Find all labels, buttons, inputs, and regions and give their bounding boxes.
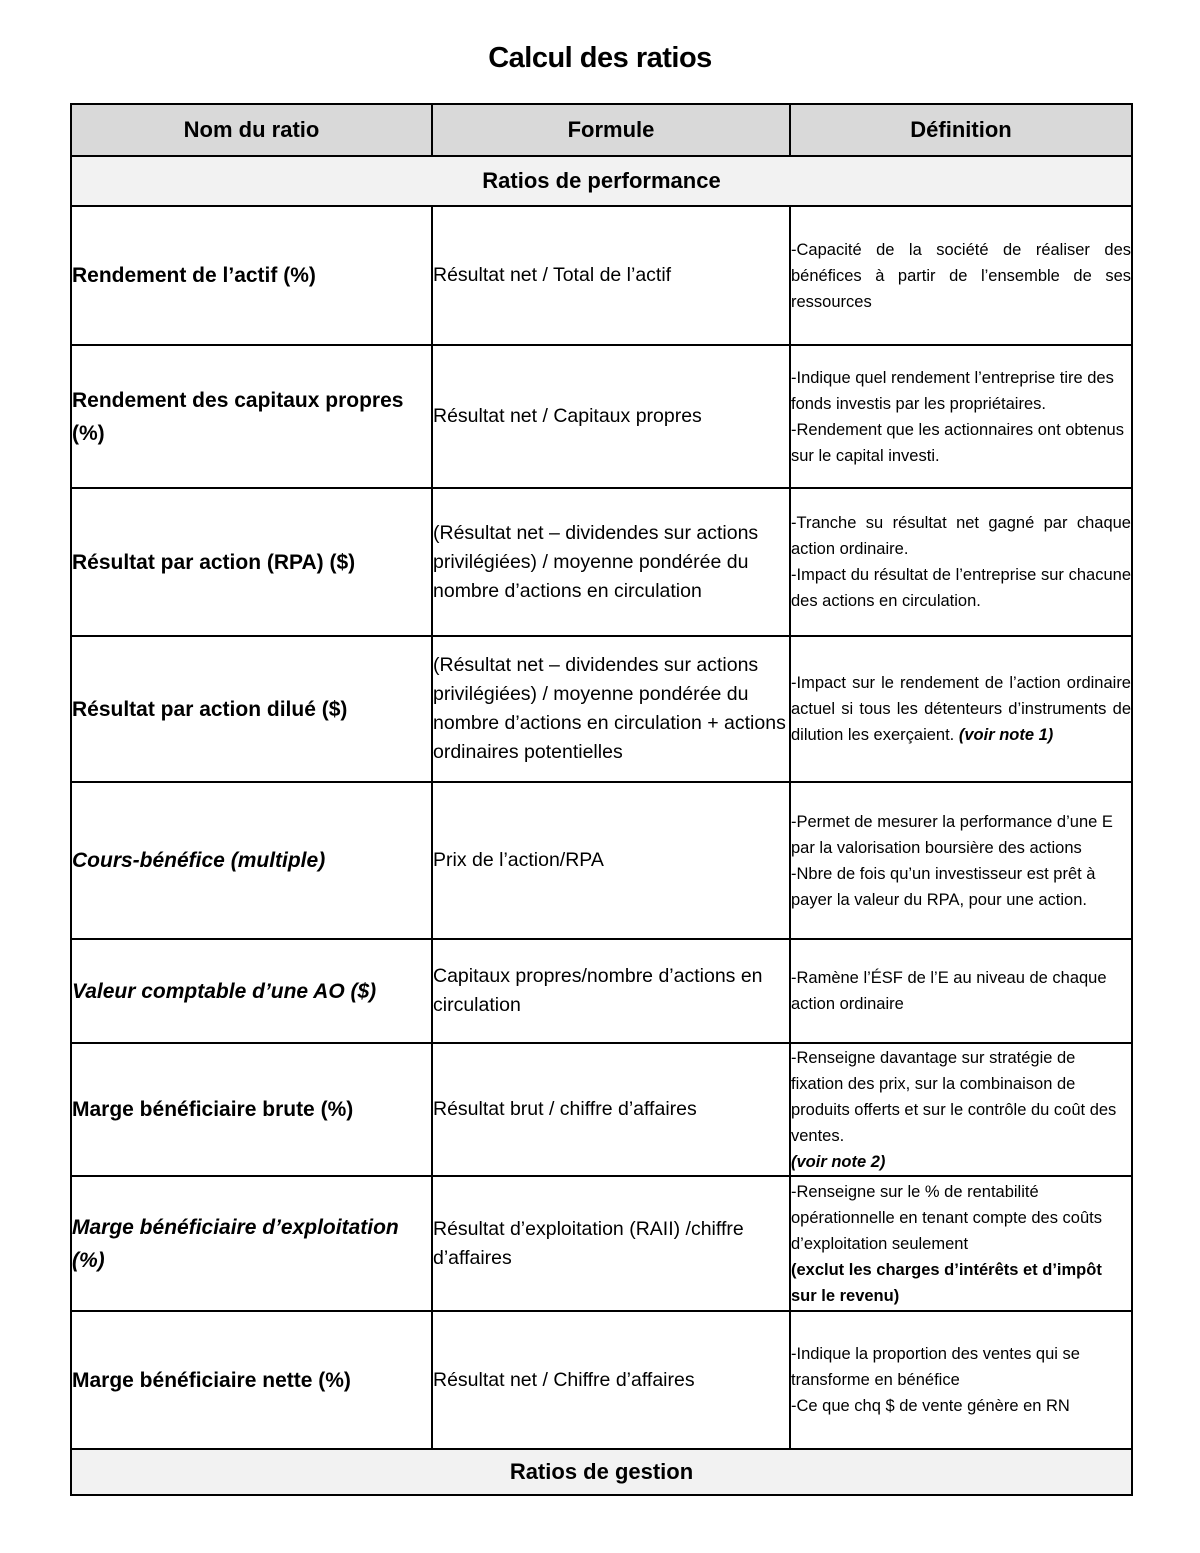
ratio-formula: (Résultat net – dividendes sur actions privilégiées) / moyenne pondérée du nombre d’actions en circulation + actions ordinaires potentielles [432,636,790,782]
section-title-gestion: Ratios de gestion [71,1449,1132,1495]
ratio-name: Cours-bénéfice (multiple) [71,782,432,939]
ratio-definition [790,206,1132,345]
definition-line: -Capacité de la société de réaliser des bénéfices à partir de l’ensemble de ses ressources [791,240,1131,311]
definition-line: -Indique quel rendement l’entreprise tire des fonds investis par les propriétaires. [791,368,1114,413]
ratio-name: Valeur comptable d’une AO ($) [71,939,432,1043]
table-row [71,782,1132,939]
section-row-performance [71,156,1132,206]
ratio-formula: Résultat net / Capitaux propres [432,345,790,488]
ratio-definition [790,1176,1132,1311]
ratio-name: Rendement de l’actif (%) [71,206,432,345]
ratio-name: Résultat par action dilué ($) [71,636,432,782]
definition-note: (exclut les charges d’intérêts et d’impôt sur le revenu) [791,1260,1102,1305]
ratio-formula: Capitaux propres/nombre d’actions en circulation [432,939,790,1043]
ratio-name: Marge bénéficiaire nette (%) [71,1311,432,1449]
ratios-table [70,103,1133,1496]
ratio-definition [790,636,1132,782]
table-row [71,1176,1132,1311]
section-title-performance: Ratios de performance [71,156,1132,206]
definition-line: -Nbre de fois qu’un investisseur est prêt à payer la valeur du RPA, pour une action. [791,864,1096,909]
ratio-formula: Résultat net / Chiffre d’affaires [432,1311,790,1449]
definition-line: -Impact sur le rendement de l’action ordinaire actuel si tous les détenteurs d’instruments de dilution les exerçaient. [791,674,1131,744]
ratio-name: Rendement des capitaux propres (%) [71,345,432,488]
section-row-gestion [71,1449,1132,1495]
column-header-definition: Définition [790,104,1132,156]
ratio-formula: (Résultat net – dividendes sur actions privilégiées) / moyenne pondérée du nombre d’actions en circulation [432,488,790,636]
definition-line: -Renseigne sur le % de rentabilité opérationnelle en tenant compte des coûts d’exploitation seulement [791,1182,1102,1253]
ratio-formula: Résultat d’exploitation (RAII) /chiffre d’affaires [432,1176,790,1311]
definition-line: -Permet de mesurer la performance d’une E par la valorisation boursière des actions [791,812,1113,857]
definition-note: (voir note 1) [958,726,1054,744]
ratio-name: Marge bénéficiaire d’exploitation (%) [71,1176,432,1311]
definition-line: -Renseigne davantage sur stratégie de fixation des prix, sur la combinaison de produits offerts et sur le contrôle du coût des ventes. [791,1048,1117,1145]
page-title: Calcul des ratios [488,42,712,74]
ratio-definition [790,1043,1132,1176]
ratio-formula: Prix de l’action/RPA [432,782,790,939]
ratio-formula: Résultat brut / chiffre d’affaires [432,1043,790,1176]
ratio-name: Marge bénéficiaire brute (%) [71,1043,432,1176]
ratio-definition [790,1311,1132,1449]
definition-line: -Ramène l’ÉSF de l’E au niveau de chaque action ordinaire [791,969,1107,1013]
ratio-formula: Résultat net / Total de l’actif [432,206,790,345]
definition-line: -Impact du résultat de l’entreprise sur chacune des actions en circulation. [791,566,1131,610]
ratio-definition [790,345,1132,488]
definition-line: -Ce que chq $ de vente génère en RN [791,1397,1070,1415]
ratio-name: Résultat par action (RPA) ($) [71,488,432,636]
table-row [71,488,1132,636]
column-header-formula: Formule [432,104,790,156]
table-row [71,1043,1132,1176]
definition-line: -Rendement que les actionnaires ont obtenus sur le capital investi. [791,420,1124,465]
table-row [71,939,1132,1043]
table-row [71,636,1132,782]
definition-note: (voir note 2) [791,1152,886,1171]
column-header-name: Nom du ratio [71,104,432,156]
ratio-definition [790,782,1132,939]
table-row [71,1311,1132,1449]
definition-line: -Indique la proportion des ventes qui se transforme en bénéfice [791,1345,1080,1389]
table-row [71,206,1132,345]
ratio-definition [790,488,1132,636]
ratio-definition [790,939,1132,1043]
table-row [71,345,1132,488]
definition-line: -Tranche su résultat net gagné par chaque action ordinaire. [791,514,1131,558]
header-row [71,104,1132,156]
